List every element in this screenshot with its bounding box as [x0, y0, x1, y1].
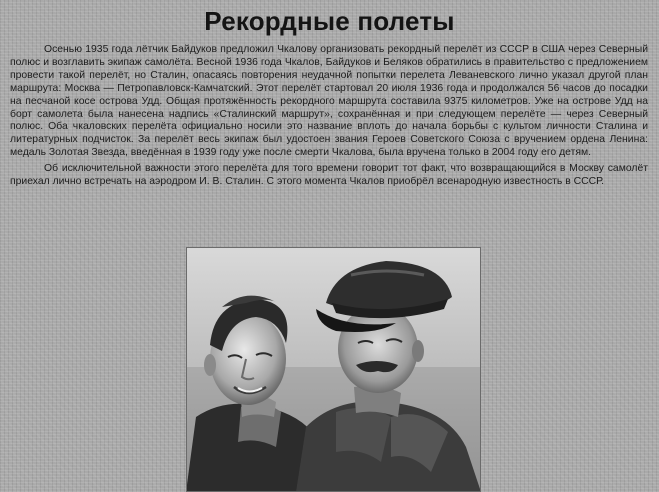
historical-photo	[186, 247, 481, 492]
slide-title: Рекордные полеты	[204, 6, 455, 36]
body-text	[10, 44, 648, 192]
paragraph-2: Об исключительной важности этого перелёта для того времени говорит тот факт, что возвращающийся в Москву самолёт приехал лично встречать на аэродром И. В. Сталин. С этого момента Чкалов приобрёл всенародную известность в СССР.	[10, 163, 648, 188]
paragraph-1: Осенью 1935 года лётчик Байдуков предложил Чкалову организовать рекордный перелёт из СССР в США через Северный полюс и возглавить экипаж самолёта. Весной 1936 года Чкалов, Байдуков и Беляков обратились в правительство с предложением провести такой перелёт, но Сталин, опасаясь повторения неудачной попытки перелета Леваневского лично указал другой план маршрута: Москва — Петропавловск-Камчатский. Этот перелёт стартовал 20 июля 1936 года и продолжался 56 часов до посадки на песчаной косе острова Удд. Общая протяжённость рекордного маршрута составила 9375 километров. Уже на острове Удд на борт самолета была нанесена надпись «Сталинский маршрут», сохранённая и при следующем перелёте — через Северный полюс. Оба чкаловских перелёта официально носили это название вплоть до начала борьбы с культом личности Сталина и литературных подчисток. За перелёт весь экипаж был удостоен звания Героев Советского Союза с вручением ордена Ленина: медаль Золотая Звезда, введённая в 1939 году уже после смерти Чкалова, была вручена только в 2004 году его детям.	[10, 44, 648, 159]
